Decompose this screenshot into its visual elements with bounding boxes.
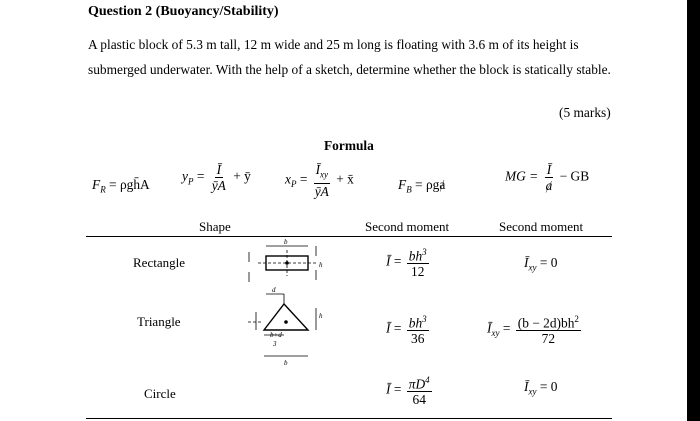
triangle-sketch: [264, 304, 308, 330]
Ixy-rectangle: $Ī_{xy} = 0$: [524, 255, 558, 273]
label-h-tri: h: [319, 312, 323, 320]
eq-metacentric: MG = $\frac{Ī}{\text{ⱥ}}$ − GB: [505, 162, 590, 193]
label-h-rect: h: [319, 261, 323, 269]
label-three: 3: [273, 340, 277, 348]
I-rectangle: Ī = $\frac{bh^3}{12}$: [386, 247, 427, 280]
row-label-rectangle: Rectangle: [133, 255, 185, 270]
shape-sketches: [244, 238, 334, 372]
header-second-moment: Second moment: [365, 219, 450, 234]
row-label-circle: Circle: [144, 386, 176, 401]
eq-yp: $y_P$ = $\frac{Ī}{ȳA}$ + ȳ: [182, 162, 251, 193]
question-heading: Question 2 (Buoyancy/Stability): [88, 4, 279, 19]
header-product-moment: Second moment: [499, 219, 584, 234]
formula-title: Formula: [324, 138, 374, 153]
window-frame-edge: [687, 0, 700, 421]
row-label-triangle: Triangle: [137, 314, 181, 329]
Ixy-triangle: $Ī_{xy}$ = $\frac{(b - 2d)bh^2}{72}$: [487, 314, 579, 347]
label-bd: b+d: [270, 331, 282, 339]
I-triangle: Ī = $\frac{bh^3}{36}$: [386, 314, 427, 347]
eq-xp: $x_P$ = $\frac{Ī_{xy}}{ȳA}$ + x̄: [285, 162, 354, 199]
label-d: d: [272, 286, 276, 294]
question-text: A plastic block of 5.3 m tall, 12 m wide and 25 m long is floating with 3.6 m of its height is submerged underwater. With the help of a sketch, determine whether the block is statically stable.: [88, 37, 611, 77]
eq-resultant-force: $F_R$ = ρgh̄A: [92, 177, 150, 195]
header-rule: [86, 236, 612, 237]
Ixy-circle: $Ī_{xy} = 0$: [524, 379, 558, 397]
label-b-rect: b: [284, 238, 288, 246]
eq-buoyant-force: $F_B$ = ρgⱥ: [398, 177, 446, 195]
label-b-tri: b: [284, 359, 288, 367]
footer-rule: [86, 418, 612, 419]
marks-label: (5 marks): [559, 105, 611, 120]
I-circle: Ī = $\frac{\pi D^4}{64}$: [386, 375, 430, 408]
header-shape: Shape: [199, 219, 231, 234]
